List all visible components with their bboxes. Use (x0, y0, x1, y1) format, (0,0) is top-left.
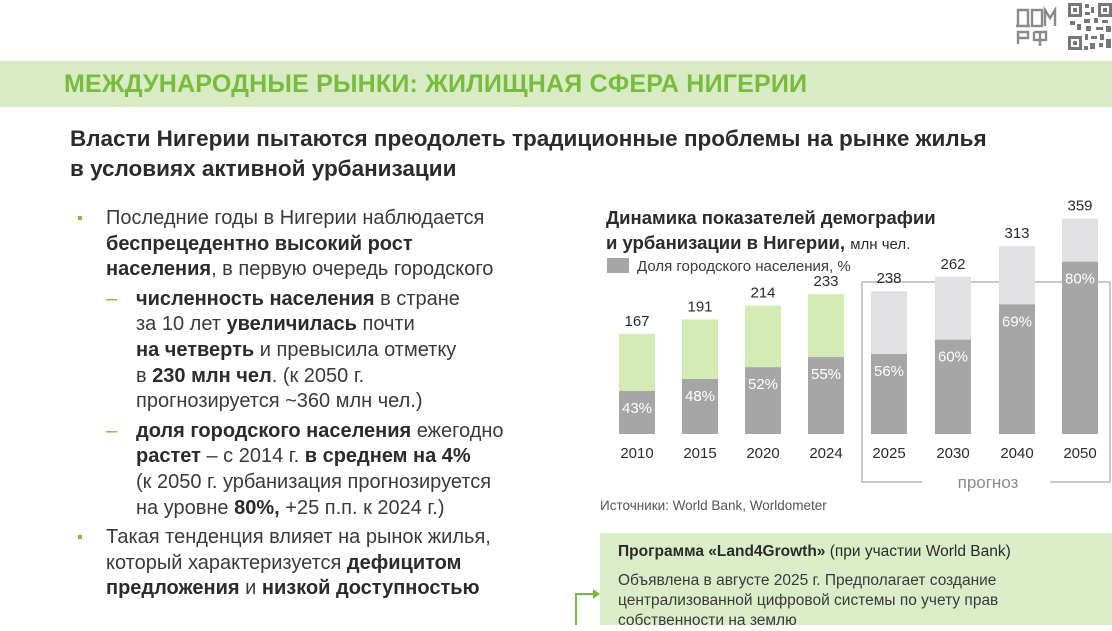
qr-code-icon (1068, 3, 1112, 50)
value-label-2020: 214 (750, 284, 776, 302)
dash-bullet-icon: – (106, 419, 118, 442)
subtitle-line-1: Власти Нигерии пытаются преодолеть традиционные проблемы на рынке жилья (70, 126, 987, 151)
bullet-list (74, 206, 564, 606)
value-label-2010: 167 (624, 312, 650, 330)
value-label-2025: 238 (876, 270, 902, 288)
legend-label: Доля городского населения, % (637, 258, 851, 275)
dom-rf-logo-icon (1016, 4, 1058, 50)
slide-subtitle (70, 124, 1100, 184)
program-body: Объявлена в августе 2025 г. Предполагает создание централизованной цифровой системы по учету прав собственности на землю (618, 572, 999, 629)
urban-label-2010: 43% (621, 399, 653, 417)
sub-bullet-population-size: – численность населения в стране за 10 лет увеличилась почти на четверть и превысила отметку в 230 млн чел. (к 2050 г. прогнозируется ~360 млн чел.) (106, 287, 460, 413)
program-title: Программа «Land4Growth» (618, 543, 826, 560)
bullet-housing-market: ▪ Такая тенденция влияет на рынок жилья, который характеризуется дефицитом предложения и низкой доступностью (77, 526, 491, 600)
subtitle-line-2: в условиях активной урбанизации (70, 156, 457, 181)
program-heading (618, 543, 1011, 561)
value-label-2050: 359 (1067, 197, 1093, 215)
urban-label-2030: 60% (937, 348, 969, 366)
urban-label-2024: 55% (810, 366, 842, 384)
urban-label-2020: 52% (747, 376, 779, 394)
value-label-2030: 262 (940, 255, 966, 273)
urban-label-2025: 56% (873, 363, 905, 381)
dash-bullet-icon: – (106, 287, 118, 310)
bullet-population-growth: ▪ Последние годы в Нигерии наблюдается беспрецедентно высокий рост населения, в первую очередь городского (77, 207, 494, 281)
page-title: МЕЖДУНАРОДНЫЕ РЫНКИ: ЖИЛИЩНАЯ СФЕРА НИГЕРИИ (64, 70, 808, 98)
tick-label-2030: 2030 (936, 445, 970, 462)
program-note: (при участии World Bank) (825, 543, 1011, 560)
title-bar (0, 61, 1112, 107)
bullet-square-icon: ▪ (77, 210, 83, 227)
arrow-right-icon (572, 585, 602, 625)
program-box (600, 533, 1112, 629)
chart-title: Динамика показателей демографии и урбанизации в Нигерии, млн чел. (606, 207, 936, 253)
tick-label-2024: 2024 (809, 445, 843, 462)
tick-label-2040: 2040 (1000, 445, 1034, 462)
tick-label-2050: 2050 (1063, 445, 1097, 462)
sub-bullet-urban-share: – доля городского населения ежегодно растет – с 2014 г. в среднем на 4% (к 2050 г. урбанизация прогнозируется на уровне 80%, +25 п.п. к 2024 г.) (106, 419, 504, 519)
urban-label-2050: 80% (1064, 270, 1096, 288)
tick-label-2020: 2020 (746, 445, 780, 462)
chart-unit: млн чел. (850, 236, 911, 253)
sources-note: Источники: World Bank, Worldometer (600, 498, 827, 513)
bullet-square-icon: ▪ (77, 529, 83, 547)
legend-swatch (607, 258, 629, 273)
urban-label-2040: 69% (1001, 313, 1033, 331)
value-label-2015: 191 (687, 298, 713, 316)
value-label-2040: 313 (1004, 225, 1030, 243)
tick-label-2025: 2025 (872, 445, 906, 462)
value-label-2024: 233 (813, 273, 839, 291)
forecast-label: прогноз (957, 473, 1019, 492)
tick-label-2015: 2015 (683, 445, 717, 462)
tick-label-2010: 2010 (620, 445, 654, 462)
urban-label-2015: 48% (684, 387, 716, 405)
